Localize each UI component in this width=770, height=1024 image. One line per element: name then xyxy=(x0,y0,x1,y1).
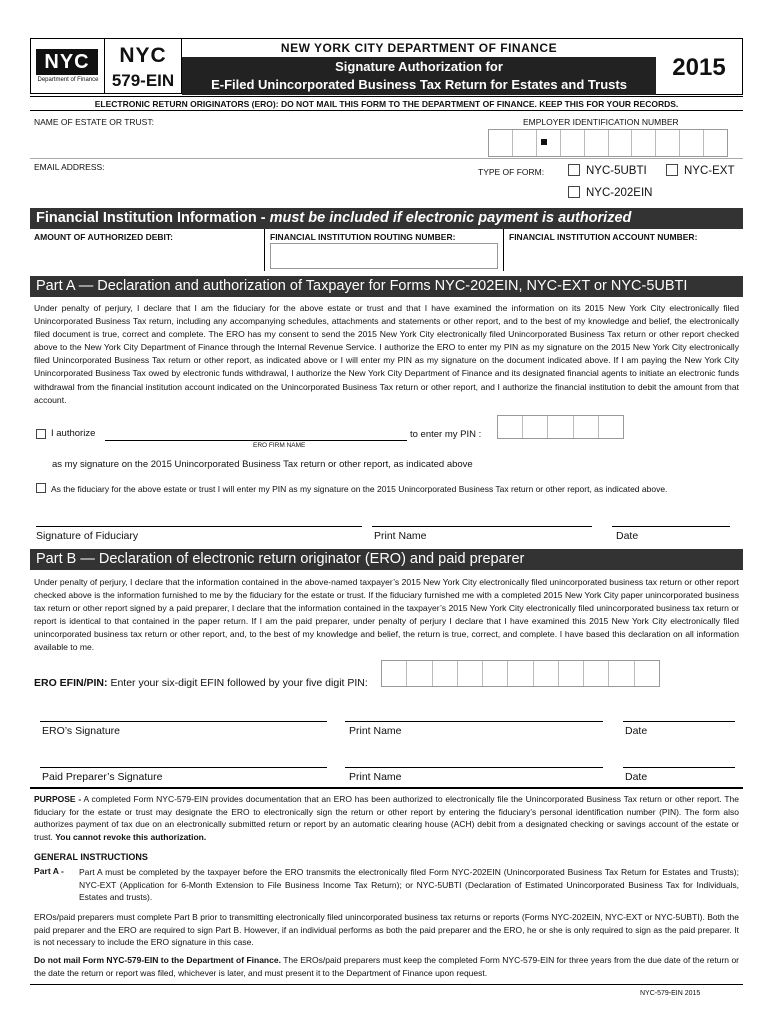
part-a-instruction: Part A must be completed by the taxpayer before the ERO transmits the electronically filed Form NYC-202EIN (Unincorporated Business Tax Return for Estates and Trusts); NYC-EXT (Application for 6-Month Extension to File Business Income Tax Return); or NYC-5UBTI (Declaration of Estimated Unincorporated Business Tax for Individuals, Estates and trusts). xyxy=(79,867,739,903)
do-not-mail-text: The EROs/paid preparers must keep the completed Form NYC-579-EIN for three years from the due date of the return or the date the return or report was filed, whichever is later, and must present it to the Department of Finance upon request. xyxy=(34,955,739,978)
i-authorize-checkbox[interactable] xyxy=(36,429,46,439)
financial-institution-header xyxy=(30,208,743,229)
ero-signature-line[interactable] xyxy=(40,721,327,722)
divider xyxy=(30,787,743,789)
eros-instruction: EROs/paid preparers must complete Part B prior to transmitting electronically filed unincorporated business tax returns or reports (Forms NYC-202EIN, NYC-EXT or NYC-5UBTI). Both the paid preparer and the ERO are required to sign Part B. However, if an individual performs as both the paid preparer and the ERO, he or she is only required to sign as the paid preparer. It is not necessary to include the ERO signature in this case. xyxy=(34,912,739,948)
ero-signature-label: ERO’s Signature xyxy=(42,725,121,737)
part-a-declaration: Under penalty of perjury, I declare that I am the fiduciary for the above estate or trust and that I have examined the information on its 2015 New York City electronically filed Unincorporated Business Tax return, including any accompanying schedules, attachments and statements or other report, and to the best of my knowledge and belief, the electronically filed document is true, correct and complete. The ERO has my consent to send the 2015 New York City electronically filed Unincorporated Business Tax return or other report checked above to the New York City Department of Finance through the Internal Revenue Service. I authorize the ERO to enter my PIN as my signature on the 2015 New York City electronically filed Unincorporated Business Tax return or other report, as indicated above or I will enter my PIN as my signature on the document indicated above. If I am paying the New York City Unincorporated Business Tax owed by electronic funds withdrawal, I authorize the New York City Department of Finance and its designated financial agents to initiate an electronic funds withdrawal from the financial institution account indicated on the Unincorporated Business Tax return or other report, and I authorize the financial institution to debit the amount from that account. xyxy=(34,303,739,405)
preparer-signature-label: Paid Preparer’s Signature xyxy=(42,771,163,783)
divider xyxy=(264,229,265,271)
enter-pin-label: to enter my PIN : xyxy=(410,429,482,440)
preparer-date-line[interactable] xyxy=(623,767,735,768)
ero-notice: ELECTRONIC RETURN ORIGINATORS (ERO): DO NOT MAIL THIS FORM TO THE DEPARTMENT OF FINANCE. KEEP THIS FOR YOUR RECORDS. xyxy=(30,96,743,111)
email-field[interactable] xyxy=(34,174,464,204)
form-number: 579-EIN xyxy=(111,71,175,90)
preparer-print-name-label: Print Name xyxy=(349,771,402,783)
footer-form-id: NYC-579-EIN 2015 xyxy=(640,990,701,997)
form-code: NYC xyxy=(119,44,167,67)
nyc-202ein-label: NYC-202EIN xyxy=(586,187,653,199)
fiduciary-date-label: Date xyxy=(616,530,639,542)
efin-pin-field[interactable] xyxy=(381,660,660,687)
logo-mark: NYC xyxy=(36,49,98,75)
fiduciary-pin-checkbox[interactable] xyxy=(36,483,46,493)
efin-label: ERO EFIN/PIN: xyxy=(34,677,108,689)
fiduciary-print-name-label: Print Name xyxy=(374,530,427,542)
routing-number-label: FINANCIAL INSTITUTION ROUTING NUMBER: xyxy=(270,232,456,242)
fin-title-emphasis: must be included if electronic payment is authorized xyxy=(269,210,632,226)
part-a-header: Part A — Declaration and authorization of Taxpayer for Forms NYC-202EIN, NYC-EXT or NYC-5UBTI xyxy=(30,276,743,297)
ein-field[interactable] xyxy=(488,129,728,157)
routing-number-field[interactable] xyxy=(270,243,498,269)
account-number-field[interactable] xyxy=(509,243,739,269)
efin-text: Enter your six-digit EFIN followed by your five digit PIN: xyxy=(110,677,368,689)
purpose-label: PURPOSE - xyxy=(34,794,82,804)
preparer-date-label: Date xyxy=(625,771,648,783)
ero-print-name-line[interactable] xyxy=(345,721,603,722)
form-id xyxy=(104,38,182,94)
logo-department: Department of Finance xyxy=(37,77,99,83)
fiduciary-pin-text: As the fiduciary for the above estate or trust I will enter my PIN as my signature on the 2015 Unincorporated Business Tax return or other report, as indicated above. xyxy=(51,484,668,494)
department-name: NEW YORK CITY DEPARTMENT OF FINANCE xyxy=(182,38,656,56)
ero-firm-name-caption: ERO FIRM NAME xyxy=(253,442,306,449)
purpose-paragraph xyxy=(34,793,739,843)
tax-year: 2015 xyxy=(656,38,743,95)
as-signature-text: as my signature on the 2015 Unincorporated Business Tax return or other report, as indicated above xyxy=(52,459,473,470)
general-instructions-heading: GENERAL INSTRUCTIONS xyxy=(34,852,148,862)
ero-date-line[interactable] xyxy=(623,721,735,722)
efin-instruction xyxy=(34,677,368,689)
ero-firm-name-line[interactable] xyxy=(105,440,407,441)
do-not-mail-label: Do not mail Form NYC-579-EIN to the Department of Finance. xyxy=(34,955,281,965)
email-label: EMAIL ADDRESS: xyxy=(34,162,105,172)
divider xyxy=(30,984,743,985)
part-b-declaration: Under penalty of perjury, I declare that the information contained in the above-named taxpayer’s 2015 New York City electronically filed unincorporated business tax return or other report checked above is the information furnished to me by the fiduciary for the estate or trust. If the fiduciary furnished me with a completed 2015 New York City paper unincorporated business tax return or other report signed by a paid preparer, I declare that the information contained in the taxpayer’s 2015 New York City electronically filed unincorporated business tax return or report is identical to that contained in the paper return. If I am the paid preparer, under penalty of perjury I declare that I have examined this 2015 New York City electronically filed unincorporated business tax return or other report, and, to the best of my knowledge and belief, the return is true, correct, and complete. I have based this declaration on all information available to me. xyxy=(34,577,739,653)
estate-name-field[interactable] xyxy=(34,128,474,156)
nyc-5ubti-checkbox[interactable] xyxy=(568,164,580,176)
nyc-5ubti-label: NYC-5UBTI xyxy=(586,165,647,177)
fin-title: Financial Institution Information - xyxy=(36,210,270,226)
account-number-label: FINANCIAL INSTITUTION ACCOUNT NUMBER: xyxy=(509,232,698,242)
nyc-logo xyxy=(30,38,104,94)
form-title xyxy=(182,57,656,95)
i-authorize-label: I authorize xyxy=(51,428,96,439)
do-not-mail-instruction xyxy=(34,954,739,979)
part-a-instruction-label: Part A - xyxy=(34,866,64,876)
debit-amount-label: AMOUNT OF AUTHORIZED DEBIT: xyxy=(34,232,173,242)
purpose-text: A completed Form NYC-579-EIN provides documentation that an ERO has been authorized to electronically file the Unincorporated Business Tax return or other report. The fiduciary for the estate or trust may designate the ERO to electronically sign the return or other report by entering the fiduciary’s personal identification number (PIN). The form also authorizes payment of tax due on an electronically submitted return or report by an automatic clearing house (ACH) debit from a designated checking or savings account of the estate or trust. xyxy=(34,794,739,842)
debit-amount-field[interactable] xyxy=(34,242,260,270)
divider xyxy=(503,229,504,271)
ero-date-label: Date xyxy=(625,725,648,737)
preparer-signature-line[interactable] xyxy=(40,767,327,768)
title-line-1: Signature Authorization for xyxy=(335,59,503,74)
ero-print-name-label: Print Name xyxy=(349,725,402,737)
nyc-ext-checkbox[interactable] xyxy=(666,164,678,176)
purpose-emphasis: You cannot revoke this authorization. xyxy=(55,831,207,842)
fiduciary-signature-label: Signature of Fiduciary xyxy=(36,530,139,542)
fiduciary-signature-line[interactable] xyxy=(36,526,362,527)
divider xyxy=(30,158,743,159)
fiduciary-date-line[interactable] xyxy=(612,526,730,527)
preparer-print-name-line[interactable] xyxy=(345,767,603,768)
ein-separator-mark xyxy=(541,139,547,145)
type-of-form-label: TYPE OF FORM: xyxy=(478,167,545,177)
part-b-header: Part B — Declaration of electronic return originator (ERO) and paid preparer xyxy=(30,549,743,570)
fiduciary-print-name-line[interactable] xyxy=(372,526,592,527)
title-line-2: E-Filed Unincorporated Business Tax Return for Estates and Trusts xyxy=(211,77,627,92)
ein-label: EMPLOYER IDENTIFICATION NUMBER xyxy=(523,117,679,127)
nyc-ext-label: NYC-EXT xyxy=(684,165,735,177)
pin-field[interactable] xyxy=(497,415,624,439)
nyc-202ein-checkbox[interactable] xyxy=(568,186,580,198)
estate-name-label: NAME OF ESTATE OR TRUST: xyxy=(34,117,154,127)
